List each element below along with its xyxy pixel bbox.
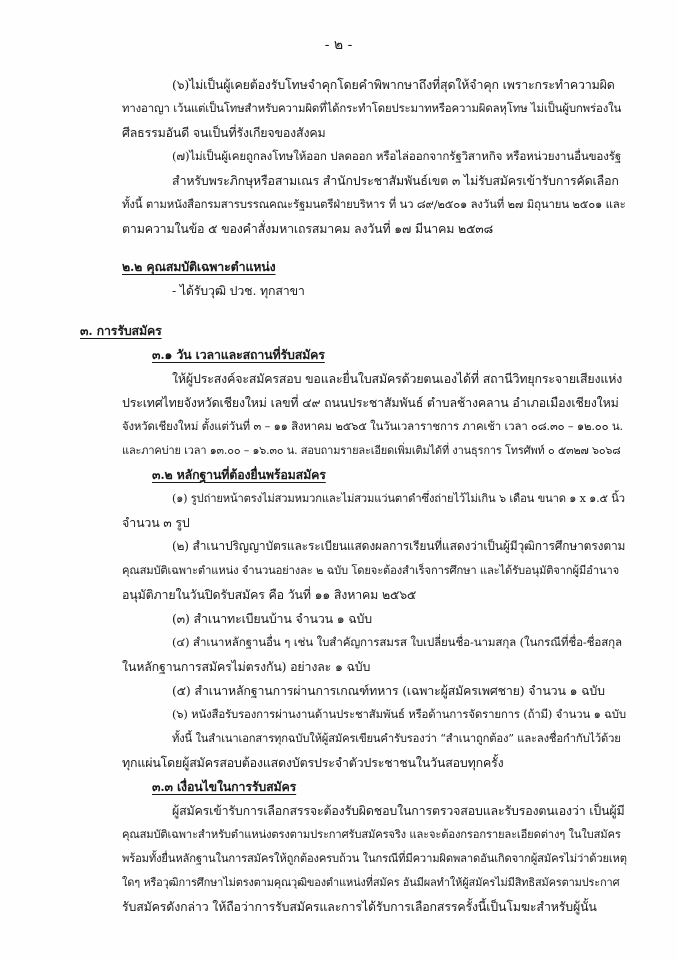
text-line: (๒) สำเนาปริญญาบัตรและระเบียนแสดงผลการเรียนที่แสดงว่าเป็นผู้มีวุฒิการศึกษาตรงตาม bbox=[172, 539, 626, 553]
subsection-heading: ๓.๓ เงื่อนไขในการรับสมัคร bbox=[152, 779, 297, 794]
text-line: ให้ผู้ประสงค์จะสมัครสอบ ขอและยื่นใบสมัครด้วยตนเองได้ที่ สถานีวิทยุกระจายเสียงแห่ง bbox=[172, 371, 623, 386]
text-line: คุณสมบัติเฉพาะสำหรับตำแหน่งตรงตามประกาศรับสมัครจริง และจะต้องกรอกรายละเอียดต่างๆ ในใบสมัคร bbox=[122, 828, 621, 841]
text-line: ทางอาญา เว้นแต่เป็นโทษสำหรับความผิดที่ได้กระทำโดยประมาทหรือความผิดลหุโทษ ไม่เป็นผู้บกพร่องใน bbox=[122, 101, 622, 115]
section-heading: ๓. การรับสมัคร bbox=[80, 323, 162, 338]
text-line: (๖)ไม่เป็นผู้เคยต้องรับโทษจำคุกโดยคำพิพากษาถึงที่สุดให้จำคุก เพราะกระทำความผิด bbox=[172, 77, 615, 92]
text-line: ทั้งนี้ ตามหนังสือกรมสารบรรณคณะรัฐมนตรีฝ่ายบริหาร ที่ นว ๘๙/๒๕๐๑ ลงวันที่ ๒๗ มิถุนายน ๒๕๐๑ และ bbox=[122, 197, 626, 211]
subsection-heading: ๓.๒ หลักฐานที่ต้องยื่นพร้อมสมัคร bbox=[152, 467, 326, 482]
text-line: ตามความในข้อ ๕ ของคำสั่งมหาเถรสมาคม ลงวันที่ ๑๗ มีนาคม ๒๕๓๘ bbox=[122, 221, 494, 236]
text-line: จังหวัดเชียงใหม่ ตั้งแต่วันที่ ๓ – ๑๑ สิงหาคม ๒๕๖๕ ในวันเวลาราชการ ภาคเช้า เวลา ๐๘.๓๐ – ๑๒.๐๐ น. bbox=[122, 419, 623, 433]
text-line: ศีลธรรมอันดี จนเป็นที่รังเกียจของสังคม bbox=[122, 125, 326, 140]
text-line: จำนวน ๓ รูป bbox=[122, 515, 190, 530]
text-line: ผู้สมัครเข้ารับการเลือกสรรจะต้องรับผิดชอบในการตรวจสอบและรับรองตนเองว่า เป็นผู้มี bbox=[172, 803, 625, 818]
text-line: คุณสมบัติเฉพาะตำแหน่ง จำนวนอย่างละ ๒ ฉบับ โดยจะต้องสำเร็จการศึกษา และได้รับอนุมัติจากผู้มีอำนาจ bbox=[122, 564, 620, 577]
text-line: (๕) สำเนาหลักฐานการผ่านการเกณฑ์ทหาร (เฉพาะผู้สมัครเพศชาย) จำนวน ๑ ฉบับ bbox=[172, 683, 605, 698]
text-line: ประเทศไทยจังหวัดเชียงใหม่ เลขที่ ๔๙ ถนนประชาสัมพันธ์ ตำบลช้างคลาน อำเภอเมืองเชียงใหม่ bbox=[122, 395, 619, 410]
section-heading: ๒.๒ คุณสมบัติเฉพาะตำแหน่ง bbox=[122, 259, 276, 274]
text-line: (๓) สำเนาทะเบียนบ้าน จำนวน ๑ ฉบับ bbox=[172, 611, 372, 626]
text-line: (๔) สำเนาหลักฐานอื่น ๆ เช่น ใบสำคัญการสมรส ใบเปลี่ยนชื่อ-นามสกุล (ในกรณีที่ชื่อ-ชื่อสกุล bbox=[172, 635, 622, 649]
text-line: ทั้งนี้ ในสำเนาเอกสารทุกฉบับให้ผู้สมัครเขียนคำรับรองว่า “สำเนาถูกต้อง” และลงชื่อกำกับไว้ด้วย bbox=[172, 732, 621, 745]
text-line: - ได้รับวุฒิ ปวช. ทุกสาขา bbox=[172, 283, 305, 298]
page-number: - ๒ - bbox=[324, 37, 353, 53]
text-line: (๑) รูปถ่ายหน้าตรงไม่สวมหมวกและไม่สวมแว่นตาดำซึ่งถ่ายไว้ไม่เกิน ๖ เดือน ขนาด ๑ x ๑.๕ นิ้ว bbox=[172, 492, 625, 505]
text-line: ใดๆ หรือวุฒิการศึกษาไม่ตรงตามคุณวุฒิของตำแหน่งที่สมัคร อันมีผลทำให้ผู้สมัครไม่มีสิทธิสมัครตามประกาศ bbox=[122, 876, 620, 889]
text-line: และภาคบ่าย เวลา ๑๓.๐๐ – ๑๖.๓๐ น. สอบถามรายละเอียดเพิ่มเติมได้ที่ งานธุรการ โทรศัพท์ ๐ ๕๓๒๗ ๖๐๖๘ bbox=[122, 444, 621, 457]
subsection-heading: ๓.๑ วัน เวลาและสถานที่รับสมัคร bbox=[152, 347, 325, 362]
text-line: พร้อมทั้งยื่นหลักฐานในการสมัครให้ถูกต้องครบถ้วน ในกรณีที่มีความผิดพลาดอันเกิดจากผู้สมัครไม่ว่าด้วยเหตุ bbox=[122, 852, 627, 865]
text-line: ในหลักฐานการสมัครไม่ตรงกัน) อย่างละ ๑ ฉบับ bbox=[122, 659, 371, 674]
text-line: (๗)ไม่เป็นผู้เคยถูกลงโทษให้ออก ปลดออก หรือไล่ออกจากรัฐวิสาหกิจ หรือหน่วยงานอื่นของรัฐ bbox=[172, 149, 622, 163]
text-line: รับสมัครดังกล่าว ให้ถือว่าการรับสมัครและการได้รับการเลือกสรรครั้งนี้เป็นโมฆะสำหรับผู้นั้น bbox=[122, 899, 597, 914]
text-line: (๖) หนังสือรับรองการผ่านงานด้านประชาสัมพันธ์ หรือด้านการจัดรายการ (ถ้ามี) จำนวน ๑ ฉบับ bbox=[172, 707, 626, 721]
text-line: ทุกแผ่นโดยผู้สมัครสอบต้องแสดงบัตรประจำตัวประชาชนในวันสอบทุกครั้ง bbox=[122, 755, 504, 770]
text-line: อนุมัติภายในวันปิดรับสมัคร คือ วันที่ ๑๑ สิงหาคม ๒๕๖๕ bbox=[122, 587, 417, 602]
text-line: สำหรับพระภิกษุหรือสามเณร สำนักประชาสัมพันธ์เขต ๓ ไม่รับสมัครเข้ารับการคัดเลือก bbox=[172, 173, 619, 188]
